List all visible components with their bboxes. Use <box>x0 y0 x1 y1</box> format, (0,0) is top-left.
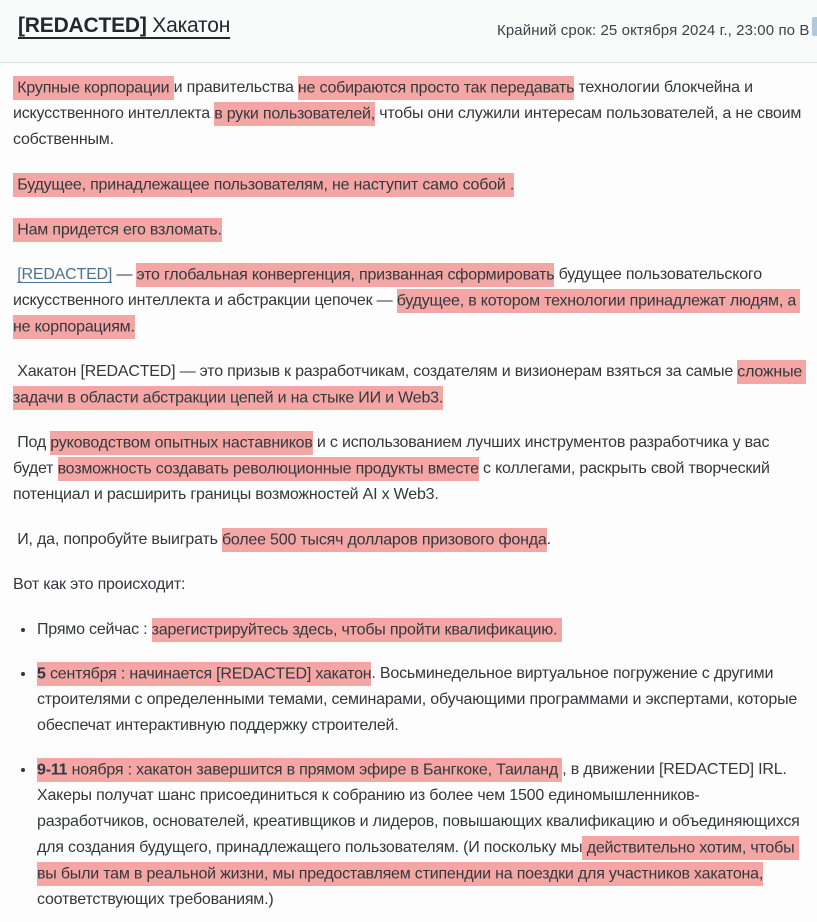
page-title-redacted: [REDACTED] <box>18 14 147 37</box>
highlighted-text: Нам придется его взломать. <box>13 218 222 242</box>
highlighted-text: Будущее, принадлежащее пользователям, не наступит само собой . <box>13 173 514 197</box>
page-title-suffix: Хакатон <box>146 14 231 37</box>
highlighted-text: действительно хотим, чтобы вы были там в реальной жизни, мы предоставляем стипендии на поездки для участников хакатона, <box>37 836 799 886</box>
deadline-label: Крайний срок: 25 октября 2024 г., 23:00 по В <box>497 22 810 39</box>
paragraph <box>13 359 807 411</box>
highlighted-text: 5 <box>37 662 46 686</box>
highlighted-text: более 500 тысяч долларов призового фонда <box>222 528 547 552</box>
text-segment: чтобы они служили интересам пользователей, а не своим собственным. <box>13 105 806 148</box>
highlighted-text: ноября : хакатон завершится в прямом эфире в Бангкоке, Таиланд <box>67 758 562 782</box>
paragraph <box>13 172 803 198</box>
paragraph <box>13 430 803 508</box>
text-segment: соответствующих требованиям.) <box>37 865 768 908</box>
text-segment: и правительства <box>173 79 298 96</box>
paragraph <box>13 527 803 553</box>
clipped-element-sliver <box>812 17 817 36</box>
header <box>0 0 817 63</box>
text-segment: Вот как это происходит: <box>13 576 186 593</box>
highlighted-text: зарегистрируйтесь здесь, чтобы пройти квалификацию. <box>152 618 562 642</box>
list-item <box>36 661 803 739</box>
highlighted-text: возможность создавать революционные продукты вместе <box>58 457 479 481</box>
text-segment: с коллегами, раскрыть свой творческий потенциал и расширить границы возможностей AI x Web3. <box>13 460 774 503</box>
paragraph <box>13 217 803 243</box>
text-segment: , в движении [REDACTED] IRL. Хакеры получат шанс присоединиться к собранию из более чем 1500 единомышленников-разработчиков, основателей, креативщиков и лидеров, повышающих квалификацию и объединяющихся для создания будущего, принадлежащего пользователям. (И поскольку мы <box>37 761 804 856</box>
text-segment: Хакатон [REDACTED] — это призыв к разработчикам, создателям и визионерам взяться за самые <box>13 363 738 380</box>
highlighted-text: в руки пользователей, <box>214 102 375 126</box>
highlighted-text: это глобальная конвергенция, призванная сформировать <box>136 263 554 287</box>
text-segment: будущее пользовательского искусственного интеллекта и абстракции цепочек — <box>13 266 767 309</box>
highlighted-text: будущее, в котором технологии принадлежат людям, а не корпорациям. <box>13 289 800 339</box>
text-segment: — <box>112 266 137 283</box>
text-segment: Под <box>13 434 51 451</box>
inline-link[interactable]: [REDACTED] <box>17 266 113 283</box>
highlighted-text: сложные задачи в области абстракции цепей и на стыке ИИ и Web3. <box>13 360 806 410</box>
how-it-happens-list <box>13 617 803 913</box>
text-segment: и с использованием лучших инструментов разработчика у вас будет <box>13 434 774 477</box>
list-item <box>36 757 803 913</box>
document-body <box>0 63 817 913</box>
highlighted-text: 9-11 <box>37 758 67 782</box>
text-segment: Прямо сейчас : <box>37 621 152 638</box>
text-segment: технологии блокчейна и искусственного интеллекта <box>13 79 758 122</box>
text-segment: . Восьминедельное виртуальное погружение с другими строителями с определенными темами, семинарами, обучающими программами и экспертами, которые обеспечат интерактивную поддержку строителей. <box>37 665 802 734</box>
highlighted-text: руководством опытных наставников <box>50 431 312 455</box>
list-item <box>36 617 803 643</box>
text-segment: И, да, попробуйте выиграть <box>13 531 222 548</box>
paragraph <box>13 262 803 340</box>
paragraph <box>13 75 806 153</box>
highlighted-text: не собираются просто так передавать <box>298 76 574 100</box>
paragraph <box>13 572 803 598</box>
highlighted-text: Крупные корпорации <box>13 76 174 100</box>
page-title[interactable] <box>18 14 230 38</box>
highlighted-text: сентября : начинается [REDACTED] хакатон <box>46 662 372 686</box>
text-segment: . <box>546 531 551 548</box>
